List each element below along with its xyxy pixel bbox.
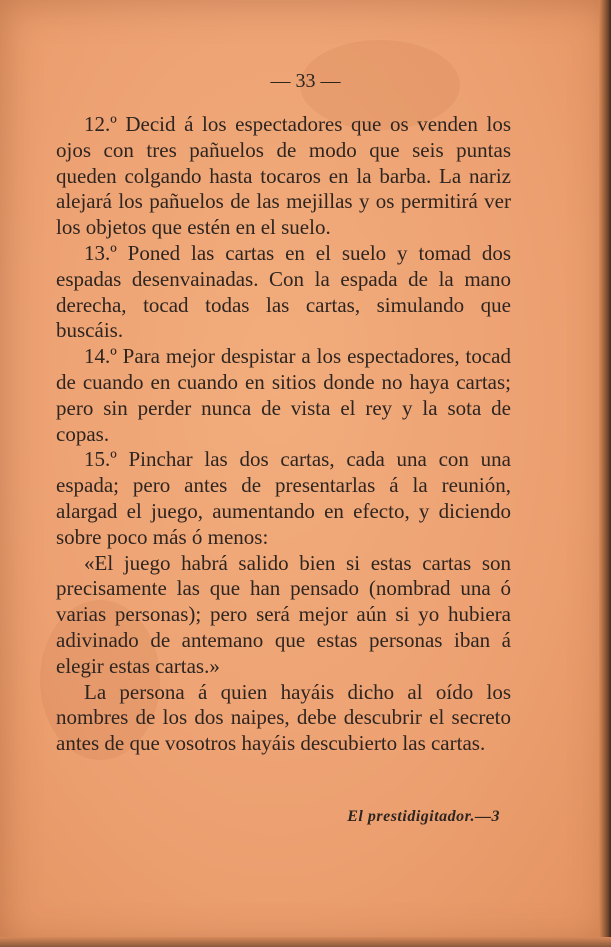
page-edge [599,0,611,947]
paragraph-15: 15.º Pinchar las dos cartas, cada una con una espada; pero antes de presentarlas á la reunión, alargad el juego, aumentando en efecto, y diciendo sobre poco más ó menos: [56,447,511,549]
signature-footer: El prestidigitador.—3 [347,808,500,825]
paragraph-12: 12.º Decid á los espectadores que os venden los ojos con tres pañuelos de modo que seis puntas queden colgando hasta tocaros en la barba. La nariz alejará los pañuelos de las mejillas y os permitirá ver los objetos que estén en el suelo. [56,112,511,240]
page-edge-bottom [0,937,611,947]
page-number: — 33 — [270,70,341,92]
paragraph-quote: «El juego habrá salido bien si estas cartas son precisamente las que han pensado (nombrad una ó varias personas); pero será mejor aún si yo hubiera adivinado de antemano que estas personas iban á elegir estas cartas.» [56,550,511,678]
paragraph-14: 14.º Para mejor despistar a los espectadores, tocad de cuando en cuando en sitios donde no haya cartas; pero sin perder nunca de vista el rey y la sota de copas. [56,344,511,446]
body-text [56,112,511,757]
paragraph-final: La persona á quien hayáis dicho al oído los nombres de los dos naipes, debe descubrir el secreto antes de que vosotros hayáis descubierto las cartas. [56,679,511,756]
paragraph-13: 13.º Poned las cartas en el suelo y tomad dos espadas desenvainadas. Con la espada de la mano derecha, tocad todas las cartas, simulando que buscáis. [56,240,511,343]
